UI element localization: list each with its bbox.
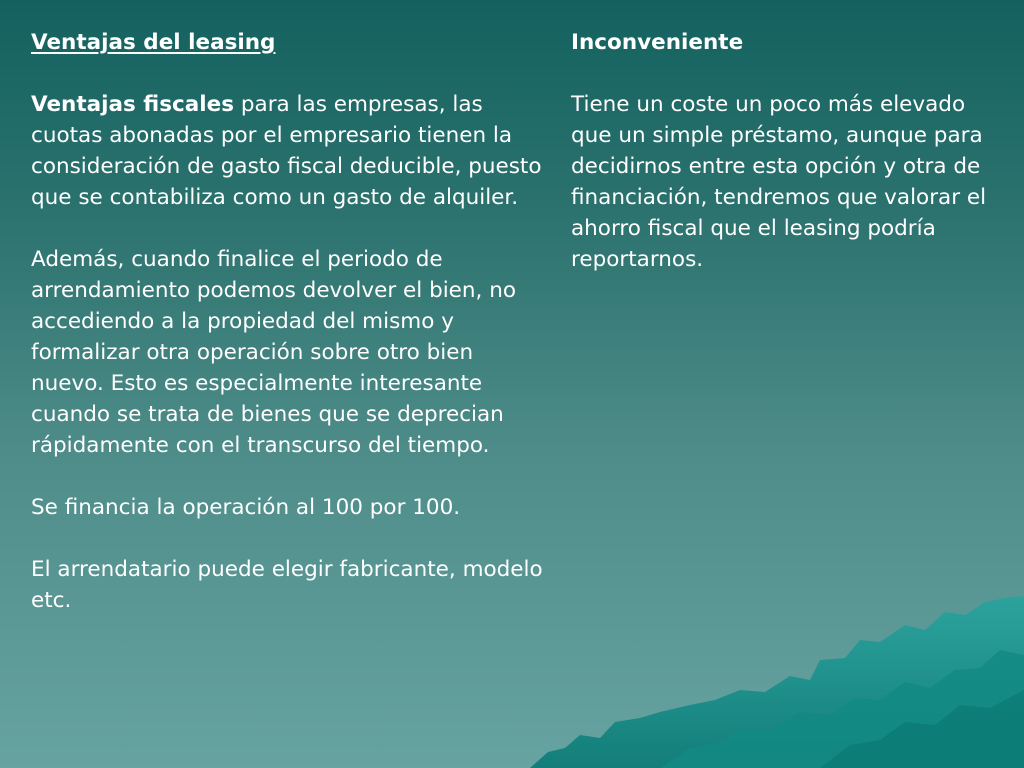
full-financing-paragraph: Se financia la operación al 100 por 100.: [31, 495, 461, 520]
advantages-heading: [31, 27, 551, 58]
return-asset-paragraph: Además, cuando finalice el periodo de arrendamiento podemos devolver el bien, no accediendo a la propiedad del mismo y formalizar otra operación sobre otro bien nuevo. Esto es especialmente interesante cuando se trata de bienes que se deprecian rápidamente con el transcurso del tiempo.: [31, 247, 516, 458]
spacer: [571, 58, 1011, 89]
spacer: [31, 58, 551, 89]
advantages-column: [31, 27, 551, 616]
disadvantage-column: [571, 27, 1011, 275]
disadvantage-paragraph: Tiene un coste un poco más elevado que un simple préstamo, aunque para decidirnos entre esta opción y otra de financiación, tendremos que valorar el ahorro fiscal que el leasing podría reportarnos.: [571, 92, 987, 272]
advantages-heading-text: Ventajas del leasing: [31, 30, 276, 55]
fiscal-advantages-text: para las empresas, las cuotas abonadas por el empresario tienen la consideración de gasto fiscal deducible, puesto que se contabiliza como un gasto de alquiler.: [31, 92, 542, 210]
spacer: [31, 461, 551, 492]
spacer: [31, 213, 551, 244]
choose-manufacturer-paragraph: El arrendatario puede elegir fabricante, modelo etc.: [31, 557, 543, 613]
fiscal-advantages-paragraph: [31, 89, 551, 213]
disadvantage-heading: Inconveniente: [571, 30, 744, 55]
fiscal-advantages-label: Ventajas fiscales: [31, 92, 235, 117]
spacer: [31, 523, 551, 554]
